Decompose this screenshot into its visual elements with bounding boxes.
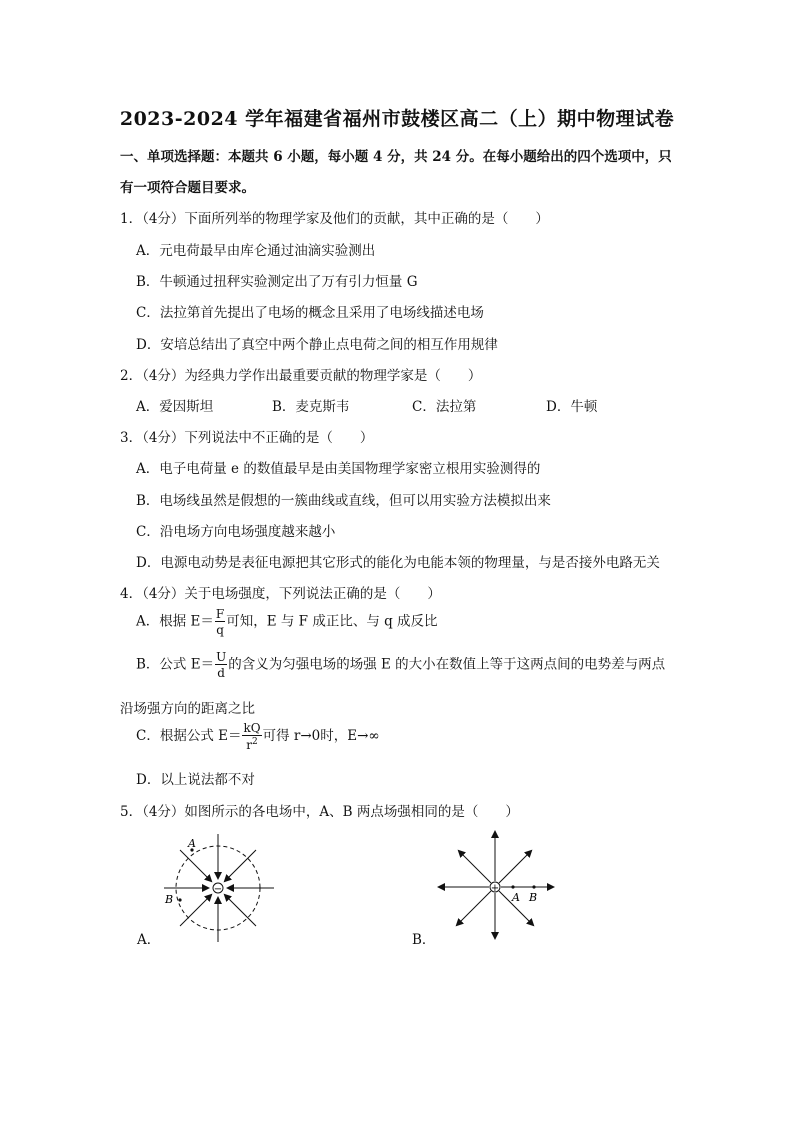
q5-option-a-label: A． (137, 932, 161, 948)
charge-sign-negative: − (213, 884, 223, 895)
q4-b-fraction (215, 651, 227, 679)
q2-stem: 2．（4分）为经典力学作出最重要贡献的物理学家是（ ） (120, 368, 482, 384)
q2-option-b: B．麦克斯韦 (272, 399, 350, 415)
q4-a-numerator: F (215, 607, 225, 621)
q1-option-c: C．法拉第首先提出了电场的概念且采用了电场线描述电场 (136, 305, 484, 321)
q5-figure-a (150, 830, 290, 945)
point-b-label: B (165, 893, 174, 906)
q3-stem: 3．（4分）下列说法中不正确的是（ ） (120, 430, 374, 446)
q1-stem: 1．（4分）下面所列举的物理学家及他们的贡献，其中正确的是（ ） (120, 211, 549, 227)
q4-option-a (136, 608, 438, 636)
q5-stem: 5．（4分）如图所示的各电场中，A、B 两点场强相同的是（ ） (120, 804, 519, 820)
q4-c-den-exponent: 2 (252, 737, 258, 747)
q4-a-fraction (215, 608, 225, 636)
q4-b-numerator: U (216, 650, 227, 664)
q4-c-denominator (242, 736, 261, 751)
q5-figure-b (435, 828, 560, 943)
q1-option-a: A．元电荷最早由库仑通过油滴实验测出 (136, 243, 376, 259)
q4-option-d: D．以上说法都不对 (136, 772, 255, 788)
point-b-dot (178, 898, 181, 901)
q2-option-c: C．法拉第 (412, 399, 477, 415)
q4-c-suffix: 可得 r→0时，E→∞ (262, 728, 380, 744)
q3-option-b: B．电场线虽然是假想的一簇曲线或直线，但可以用实验方法模拟出来 (136, 493, 551, 509)
point-b-label: B (529, 891, 538, 904)
point-a-label: A (188, 837, 196, 850)
section-heading-line2: 有一项符合题目要求。 (120, 180, 255, 196)
q4-c-prefix: C．根据公式 E＝ (136, 728, 242, 744)
q4-c-den-base: r (246, 738, 253, 752)
q3-option-c: C．沿电场方向电场强度越来越小 (136, 524, 336, 540)
page-title: 2023-2024 学年福建省福州市鼓楼区高二（上）期中物理试卷 (119, 108, 675, 130)
q4-stem: 4．（4分）关于电场强度，下列说法正确的是（ ） (120, 586, 441, 602)
q4-b-suffix: 的含义为匀强电场的场强 E 的大小在数值上等于这两点间的电势差与两点 (228, 656, 666, 673)
point-a-label: A (512, 891, 520, 904)
q4-c-fraction (242, 722, 261, 751)
q4-c-numerator: kQ (243, 721, 261, 735)
q4-a-suffix: 可知，E 与 F 成正比、与 q 成反比 (226, 613, 438, 630)
q3-option-d: D．电源电动势是表征电源把其它形式的能化为电能本领的物理量，与是否接外电路无关 (136, 555, 660, 571)
q3-option-a: A．电子电荷量 e 的数值最早是由美国物理学家密立根用实验测得的 (136, 461, 541, 477)
q4-b-denominator: d (217, 666, 225, 680)
point-a-dot (511, 885, 514, 888)
section-heading-line1: 一、单项选择题：本题共 6 小题，每小题 4 分，共 24 分。在每小题给出的四个选项中，只 (120, 149, 672, 165)
q1-option-b: B．牛顿通过扭秤实验测定出了万有引力恒量 G (136, 274, 418, 290)
q4-b-prefix: B．公式 E＝ (136, 656, 215, 673)
charge-sign-positive: + (490, 883, 500, 894)
q4-a-prefix: A．根据 E＝ (136, 613, 214, 630)
q5-option-b-label: B． (412, 932, 436, 948)
point-b-dot (532, 885, 535, 888)
q4-option-b (136, 651, 665, 679)
q4-option-c (136, 722, 380, 751)
q1-option-d: D．安培总结出了真空中两个静止点电荷之间的相互作用规律 (136, 337, 498, 353)
q4-a-denominator: q (216, 623, 224, 637)
q4-option-b-continuation: 沿场强方向的距离之比 (120, 701, 255, 717)
q2-option-a: A．爱因斯坦 (136, 399, 214, 415)
q2-option-d: D．牛顿 (546, 399, 598, 415)
